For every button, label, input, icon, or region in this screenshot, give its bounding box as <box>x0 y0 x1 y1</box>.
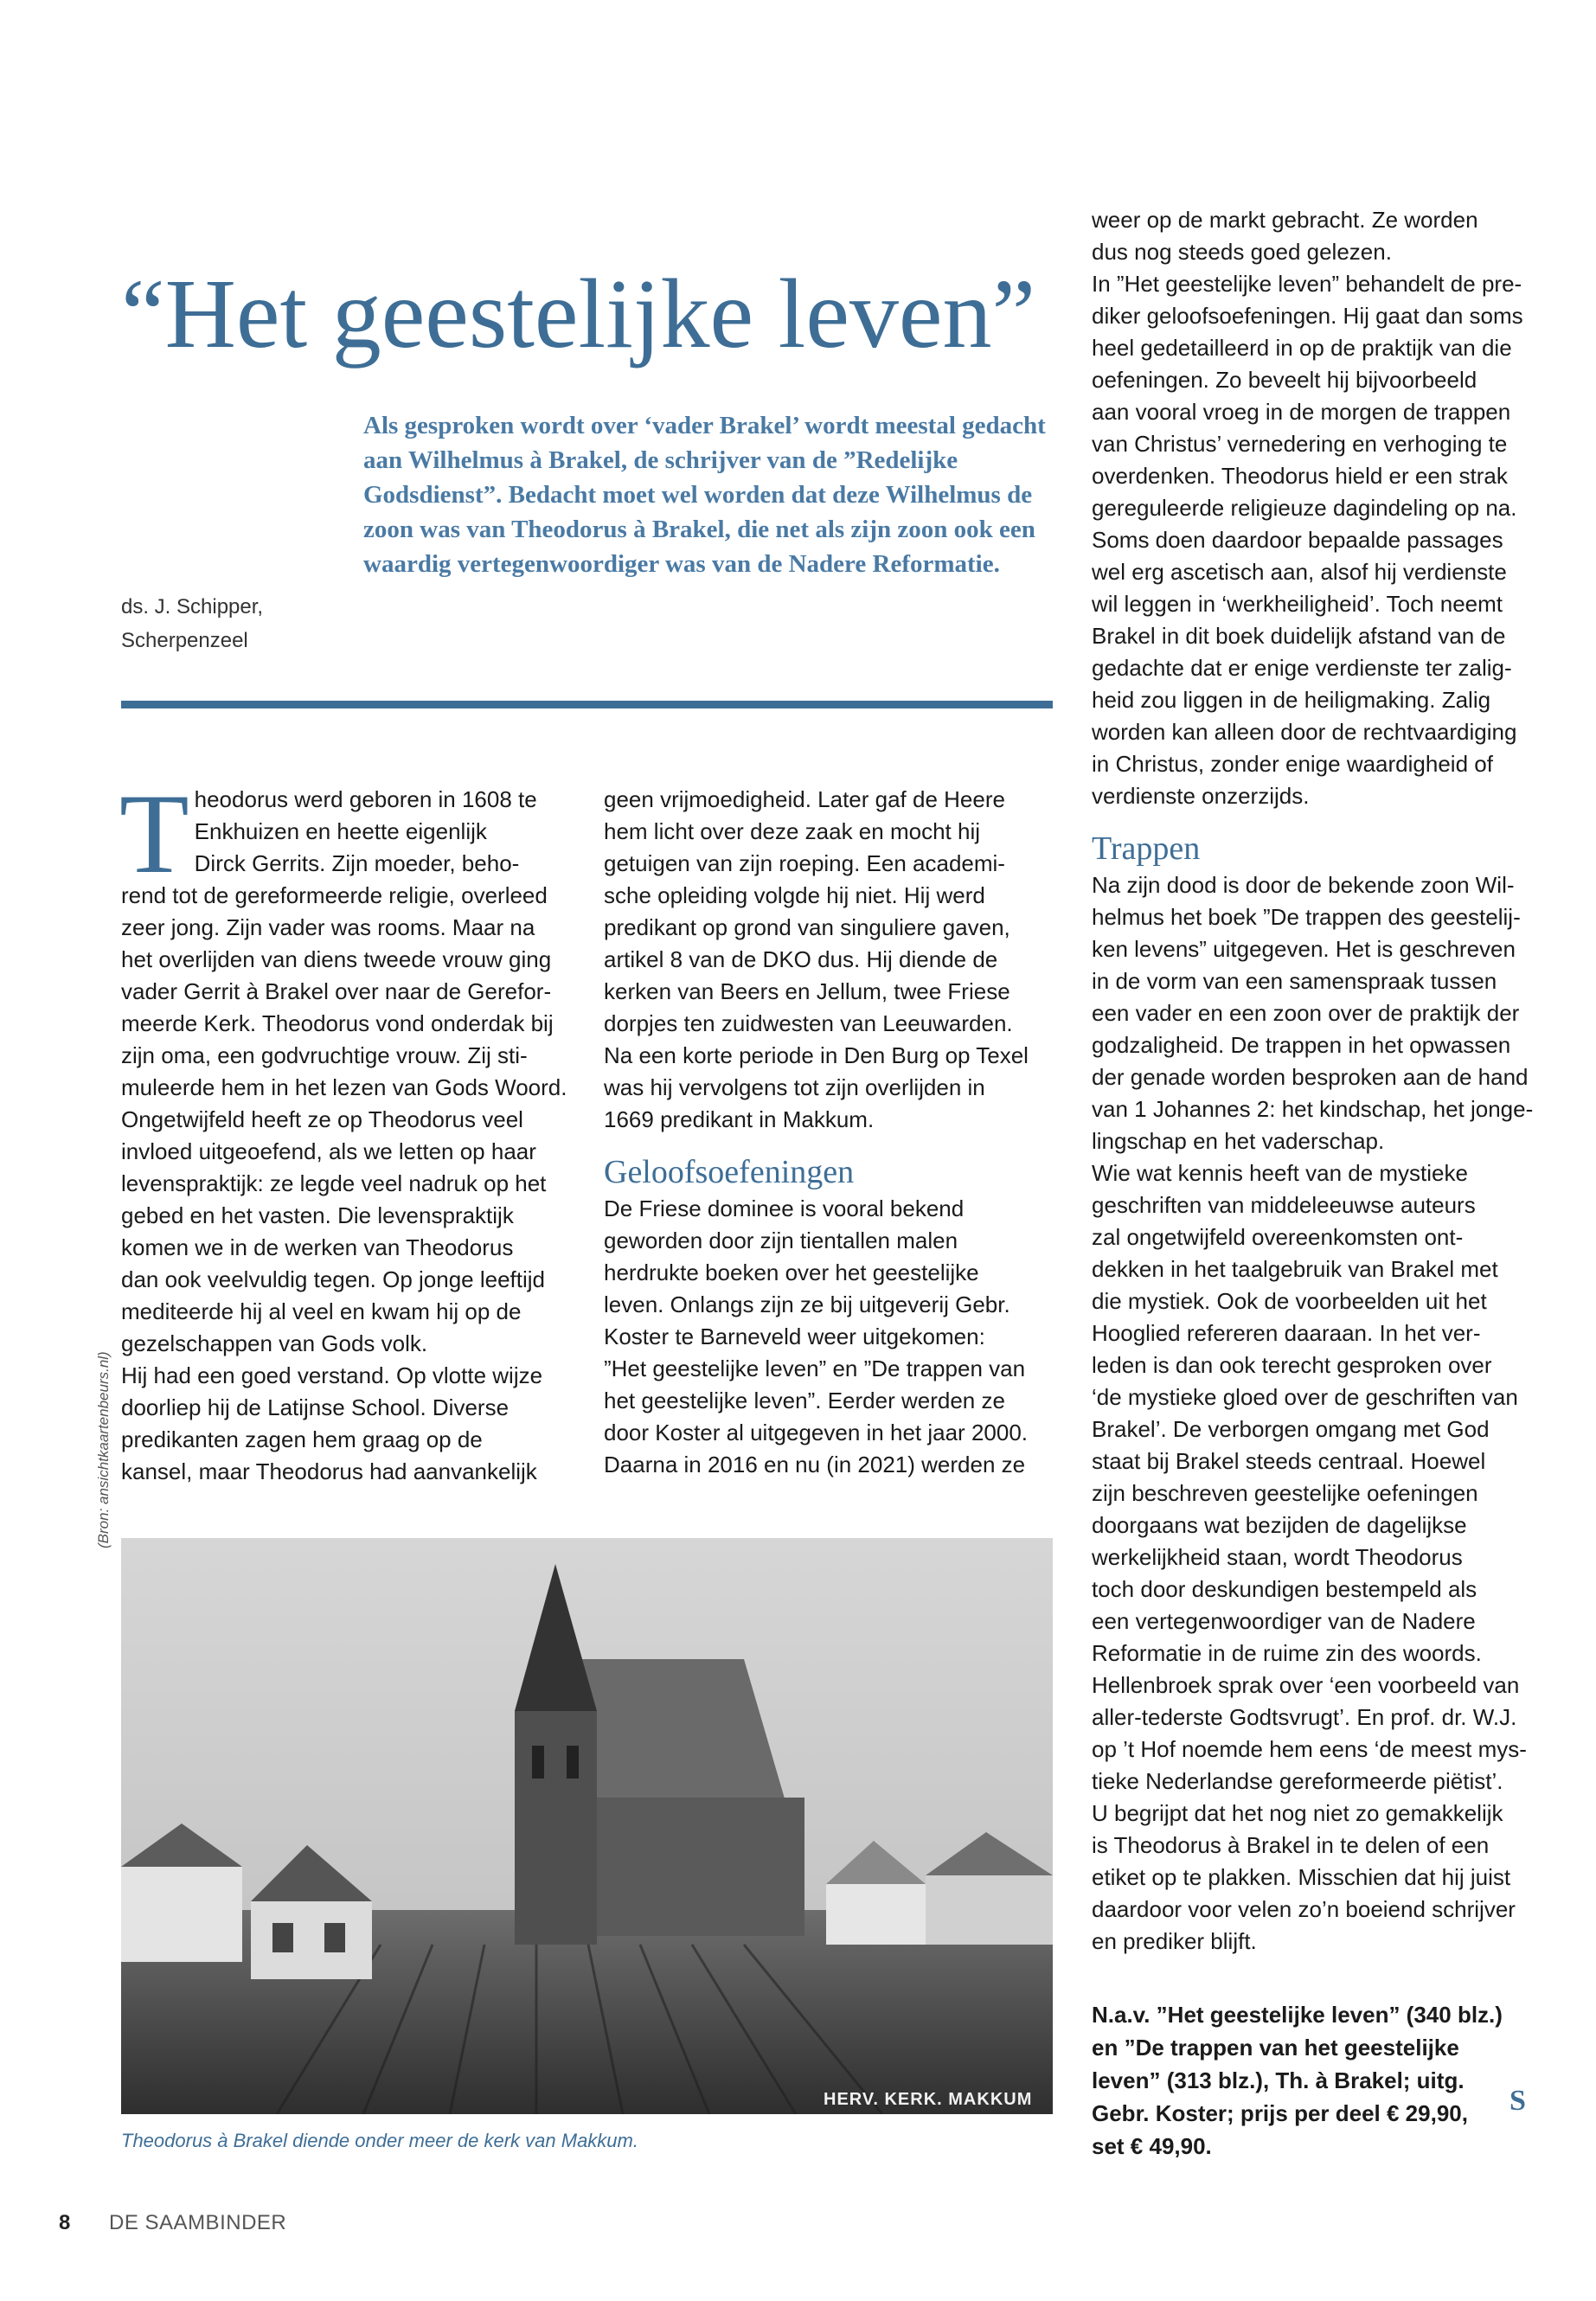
text-line: wel erg ascetisch aan, alsof hij verdienste <box>1092 559 1507 585</box>
magazine-name: DE SAAMBINDER <box>109 2211 287 2234</box>
text-line: kerken van Beers en Jellum, twee Friese <box>604 978 1010 1004</box>
text-line: worden kan alleen door de rechtvaardiging <box>1092 719 1517 745</box>
text-line: etiket op te plakken. Misschien dat hij juist <box>1092 1864 1511 1890</box>
text-line: zal ongetwijfeld overeenkomsten ont- <box>1092 1224 1464 1250</box>
text-line: 1669 predikant in Makkum. <box>604 1106 875 1132</box>
text-line: toch door deskundigen bestempeld als <box>1092 1576 1477 1602</box>
text-line: geworden door zijn tientallen malen <box>604 1227 958 1253</box>
photo-stamp-text: HERV. KERK. MAKKUM <box>824 2090 1033 2109</box>
text-line: heodorus werd geboren in 1608 te <box>194 786 537 812</box>
title-divider <box>121 701 1053 708</box>
body-column-2 <box>604 784 1054 1481</box>
text-line: leven. Onlangs zijn ze bij uitgeverij Gebr. <box>604 1292 1010 1317</box>
column-3-lines-a <box>1092 204 1542 812</box>
text-line: levenspraktijk: ze legde veel nadruk op het <box>121 1170 547 1196</box>
text-line: overdenken. Theodorus hield er een strak <box>1092 463 1508 489</box>
text-line: van Christus’ vernedering en verhoging te <box>1092 431 1508 457</box>
text-line: Dirck Gerrits. Zijn moeder, beho- <box>194 850 520 876</box>
text-line: rend tot de gereformeerde religie, overleed <box>121 882 548 908</box>
text-line: leden is dan ook terecht gesproken over <box>1092 1352 1492 1378</box>
text-line: dekken in het taalgebruik van Brakel met <box>1092 1256 1498 1282</box>
text-line: Na een korte periode in Den Burg op Texel <box>604 1042 1029 1068</box>
book-note-line: leven” (313 blz.), Th. à Brakel; uitg. <box>1092 2067 1465 2093</box>
text-line: verdienste onzerzijds. <box>1092 783 1310 809</box>
text-line: diker geloofsoefeningen. Hij gaat dan soms <box>1092 303 1523 329</box>
text-line: predikanten zagen hem graag op de <box>121 1426 483 1452</box>
text-line: sche opleiding volgde hij niet. Hij werd <box>604 882 985 908</box>
text-line: muleerde hem in het lezen van Gods Woord. <box>121 1074 567 1100</box>
text-line: daardoor voor velen zo’n boeiend schrijver <box>1092 1896 1516 1922</box>
text-line: godzaligheid. De trappen in het opwassen <box>1092 1032 1511 1058</box>
end-mark: S <box>1509 2085 1526 2117</box>
subheading-trappen: Trappen <box>1092 830 1201 867</box>
text-line: ‘de mystieke gloed over de geschriften van <box>1092 1384 1518 1410</box>
text-line: gebed en het vasten. Die levenspraktijk <box>121 1202 514 1228</box>
text-line: getuigen van zijn roeping. Een academi- <box>604 850 1005 876</box>
article-lead: Als gesproken wordt over ‘vader Brakel’ wordt meestal gedacht aan Wilhelmus à Brakel, de schrijver van de ”Redelijke Godsdienst”. Bedacht moet wel worden dat deze Wilhelmus de zoon was van Theodorus à Brakel, die net als zijn zoon ook een waardig vertegenwoordiger was van de Nadere Reformatie. <box>363 412 1046 578</box>
text-line: Ongetwijfeld heeft ze op Theodorus veel <box>121 1106 523 1132</box>
photo-caption: Theodorus à Brakel diende onder meer de kerk van Makkum. <box>121 2130 638 2151</box>
text-line: staat bij Brakel steeds centraal. Hoewel <box>1092 1448 1486 1474</box>
text-line: aller-tederste Godtsvrugt’. En prof. dr. W.J. <box>1092 1704 1517 1730</box>
column-2-lines-a <box>604 784 1054 1136</box>
text-line: in de vorm van een samenspraak tussen <box>1092 968 1497 994</box>
text-line: predikant op grond van singuliere gaven, <box>604 914 1010 940</box>
text-line: Hij had een goed verstand. Op vlotte wijze <box>121 1362 543 1388</box>
text-line: geschriften van middeleeuwse auteurs <box>1092 1192 1476 1218</box>
column-2-lines-b <box>604 1193 1054 1481</box>
text-line: Brakel’. De verborgen omgang met God <box>1092 1416 1490 1442</box>
book-note-line: en ”De trappen van het geestelijke <box>1092 2035 1459 2061</box>
text-line: Na zijn dood is door de bekende zoon Wil- <box>1092 872 1515 898</box>
text-line: het geestelijke leven”. Eerder werden ze <box>604 1388 1005 1413</box>
text-line: Enkhuizen en heette eigenlijk <box>194 818 487 844</box>
text-line: van 1 Johannes 2: het kindschap, het jonge- <box>1092 1096 1534 1122</box>
page-number: 8 <box>59 2211 71 2234</box>
text-line: Hellenbroek sprak over ‘een voorbeeld van <box>1092 1672 1520 1698</box>
church-photo-drawing <box>121 1538 1053 2114</box>
text-line: was hij vervolgens tot zijn overlijden in <box>604 1074 985 1100</box>
text-line: invloed uitgeoefend, als we letten op haar <box>121 1138 536 1164</box>
article-title: “Het geestelijke leven” <box>121 259 1036 369</box>
text-line: herdrukte boeken over het geestelijke <box>604 1259 979 1285</box>
text-line: lingschap en het vaderschap. <box>1092 1128 1385 1154</box>
author-byline <box>121 590 337 657</box>
body-column-3 <box>1092 204 1542 1958</box>
text-line: een vader en een zoon over de praktijk der <box>1092 1000 1520 1026</box>
text-line: Hooglied refereren daaraan. In het ver- <box>1092 1320 1481 1346</box>
text-line: door Koster al uitgegeven in het jaar 2000. <box>604 1420 1029 1445</box>
text-line: wil leggen in ‘werkheiligheid’. Toch neemt <box>1092 591 1503 617</box>
text-line: Soms doen daardoor bepaalde passages <box>1092 527 1503 553</box>
text-line: mediteerde hij al veel en kwam hij op de <box>121 1298 522 1324</box>
text-line: doorgaans wat bezijden de dagelijkse <box>1092 1512 1467 1538</box>
text-line: tieke Nederlandse gereformeerde piëtist’. <box>1092 1768 1503 1794</box>
text-line: De Friese dominee is vooral bekend <box>604 1195 965 1221</box>
text-line: doorliep hij de Latijnse School. Diverse <box>121 1394 510 1420</box>
subheading-geloofsoefeningen: Geloofsoefeningen <box>604 1154 855 1190</box>
text-line: kansel, maar Theodorus had aanvankelijk <box>121 1458 537 1484</box>
church-photo <box>121 1538 1053 2114</box>
text-line: dus nog steeds goed gelezen. <box>1092 239 1392 265</box>
book-note-line: N.a.v. ”Het geestelijke leven” (340 blz.) <box>1092 2002 1503 2028</box>
text-line: Brakel in dit boek duidelijk afstand van de <box>1092 623 1506 649</box>
book-note-line: set € 49,90. <box>1092 2133 1212 2159</box>
text-line: heel gedetailleerd in op de praktijk van die <box>1092 335 1512 361</box>
text-line: vader Gerrit à Brakel over naar de Gerefor- <box>121 978 552 1004</box>
text-line: Koster te Barneveld weer uitgekomen: <box>604 1324 985 1349</box>
text-line: gedachte dat er enige verdienste ter zalig- <box>1092 655 1512 681</box>
author-place: Scherpenzeel <box>121 629 248 652</box>
text-line: U begrijpt dat het nog niet zo gemakkelijk <box>1092 1800 1503 1826</box>
text-line: heid zou liggen in de heiligmaking. Zalig <box>1092 687 1491 713</box>
text-line: en prediker blijft. <box>1092 1928 1257 1954</box>
text-line: zijn oma, een godvruchtige vrouw. Zij sti- <box>121 1042 528 1068</box>
text-line: komen we in de werken van Theodorus <box>121 1234 514 1260</box>
text-line: geen vrijmoedigheid. Later gaf de Heere <box>604 786 1005 812</box>
text-line: op ’t Hof noemde hem eens ‘de meest mys- <box>1092 1736 1527 1762</box>
text-line: Daarna in 2016 en nu (in 2021) werden ze <box>604 1452 1026 1477</box>
text-line: dan ook veelvuldig tegen. Op jonge leeftijd <box>121 1266 546 1292</box>
book-note-line: Gebr. Koster; prijs per deel € 29,90, <box>1092 2100 1468 2126</box>
author-name: ds. J. Schipper, <box>121 595 264 619</box>
text-line: oefeningen. Zo beveelt hij bijvoorbeeld <box>1092 367 1477 393</box>
text-line: zijn beschreven geestelijke oefeningen <box>1092 1480 1478 1506</box>
text-line: dorpjes ten zuidwesten van Leeuwarden. <box>604 1010 1013 1036</box>
text-line: is Theodorus à Brakel in te delen of een <box>1092 1832 1490 1858</box>
text-line: meerde Kerk. Theodorus vond onderdak bij <box>121 1010 554 1036</box>
text-line: zeer jong. Zijn vader was rooms. Maar na <box>121 914 535 940</box>
text-line: het overlijden van diens tweede vrouw ging <box>121 946 552 972</box>
column-3-lines-b <box>1092 869 1542 1958</box>
body-column-1 <box>119 770 571 1488</box>
text-line: ”Het geestelijke leven” en ”De trappen van <box>604 1356 1026 1381</box>
text-line: die mystiek. Ook de voorbeelden uit het <box>1092 1288 1487 1314</box>
text-line: der genade worden besproken aan de hand <box>1092 1064 1529 1090</box>
book-note <box>1092 1998 1542 2163</box>
drop-cap: T <box>119 770 189 897</box>
text-line: In ”Het geestelijke leven” behandelt de pre- <box>1092 271 1522 297</box>
text-line: Wie wat kennis heeft van de mystieke <box>1092 1160 1468 1186</box>
text-line: een vertegenwoordiger van de Nadere <box>1092 1608 1476 1634</box>
column-1-lines <box>119 770 571 1488</box>
text-line: artikel 8 van de DKO dus. Hij diende de <box>604 946 998 972</box>
text-line: aan vooral vroeg in de morgen de trappen <box>1092 399 1511 425</box>
page-footer <box>59 2211 286 2235</box>
text-line: gezelschappen van Gods volk. <box>121 1330 428 1356</box>
text-line: weer op de markt gebracht. Ze worden <box>1092 207 1478 233</box>
text-line: hem licht over deze zaak en mocht hij <box>604 818 980 844</box>
photo-credit: (Bron: ansichtkaartenbeurs.nl) <box>95 1351 112 1548</box>
text-line: in Christus, zonder enige waardigheid of <box>1092 751 1493 777</box>
text-line: helmus het boek ”De trappen des geestelij- <box>1092 904 1521 930</box>
text-line: ken levens” uitgegeven. Het is geschreven <box>1092 936 1516 962</box>
text-line: Reformatie in de ruime zin des woords. <box>1092 1640 1482 1666</box>
text-line: werkelijkheid staan, wordt Theodorus <box>1092 1544 1463 1570</box>
text-line: gereguleerde religieuze dagindeling op na. <box>1092 495 1517 521</box>
